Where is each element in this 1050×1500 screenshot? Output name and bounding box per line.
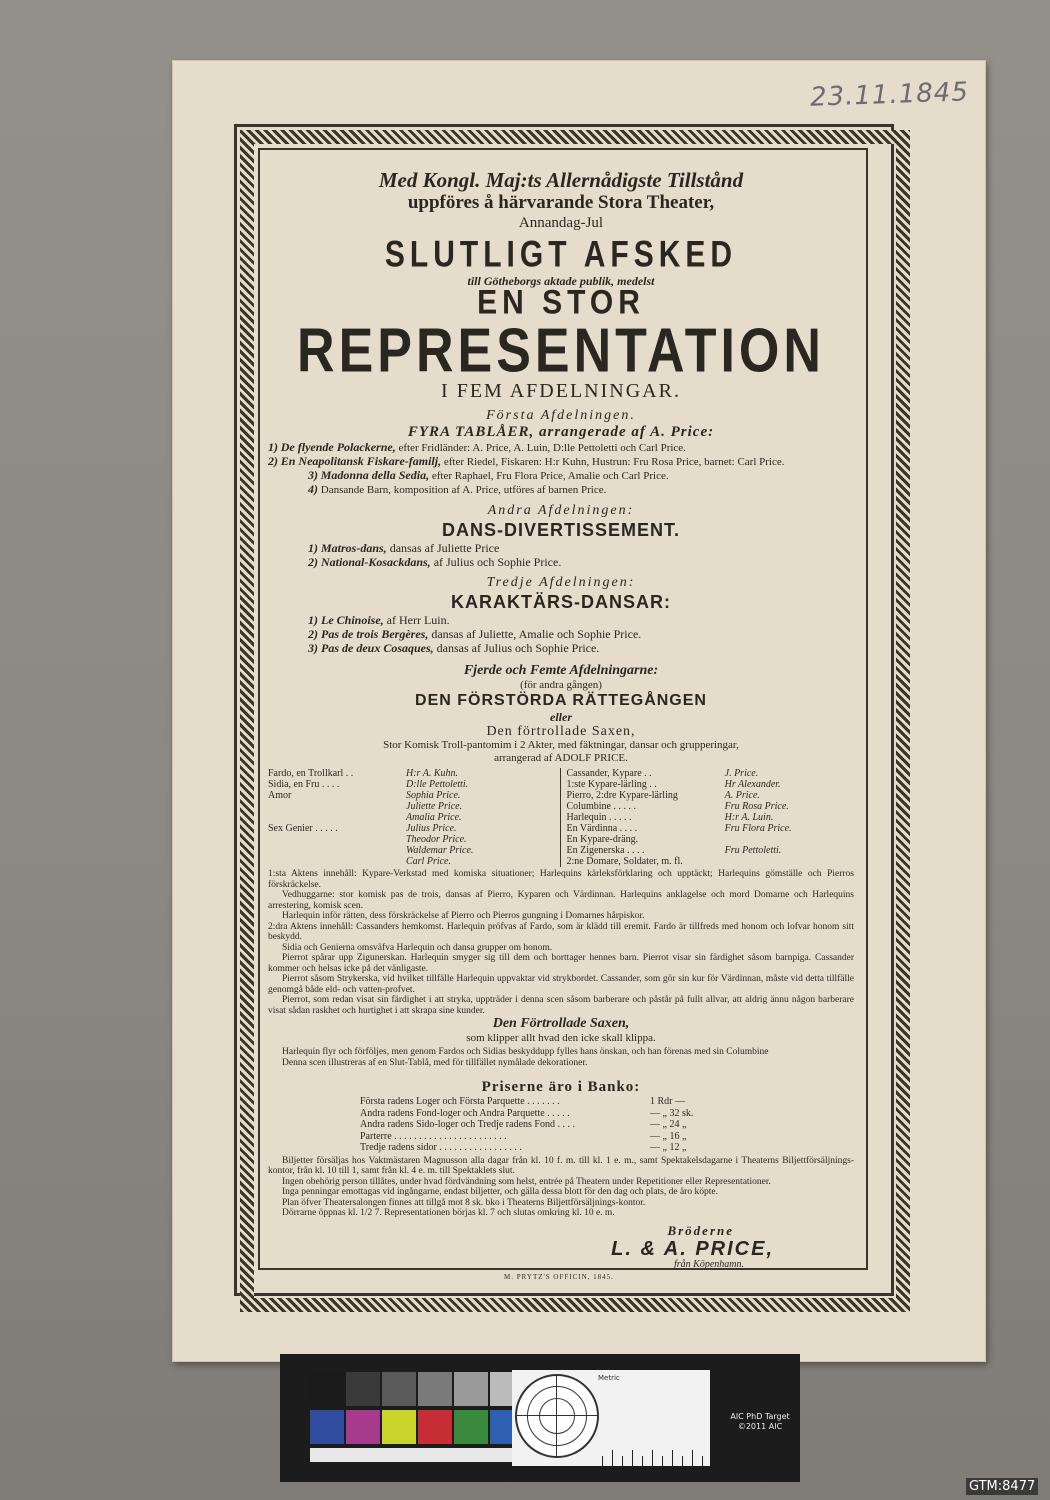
part2-title: DANS-DIVERTISSEMENT. [441,520,681,540]
part1-item: 2) En Neapolitansk Fiskare-familj, efter Riedel, Fiskaren: H:r Kuhn, Hustrun: Fru Rosa Price, barnet: Carl Price. [268,454,785,468]
swatch [310,1448,512,1462]
title-slutligt-afsked: SLUTLIGT AFSKED [384,233,738,275]
part1-item: 3) Madonna della Sedia, efter Raphael, Fru Flora Price, Amalie och Carl Price. [308,468,669,482]
synopsis-paragraph: Pierrot, som redan visat sin färdighet i att stryka, uppträder i denna scen såsom barberare och påstår på fullt allvar, att aldrig ännu någon barberare visat sådan raskhet och hurtighet i att skrapa sine kunder. [268,995,854,1016]
part45-note: (för andra gången) [520,679,602,691]
prices-heading: Priserne äro i Banko: [481,1079,641,1095]
cast-row: Theodor Price. [406,834,467,845]
swatch [346,1372,380,1406]
part45-title: DEN FÖRSTÖRDA RÄTTEGÅNGEN [415,692,707,709]
price-list [360,1096,700,1154]
handwritten-date: 23.11.1845 [809,77,970,113]
swatch [418,1372,452,1406]
cast-row: Fardo, en Trollkarl . . H:r A. Kuhn. [268,768,459,779]
cast-row: En Kypare-dräng. [566,834,639,845]
cast-row: Amor Sophia Price. [268,790,461,801]
part1-item: 4) Dansande Barn, komposition af A. Price, utföres af barnen Price. [308,482,607,496]
swatch [490,1372,512,1406]
synopsis-paragraph: Pierrot såsom Strykerska, vid hvilket tillfälle Harlequin uppvaktar vid strykbordet. Cassander, som gör sin kur för Värdinnan, måste vid detta tillfälle genomgå både eld- och vatten-profvet. [268,974,854,995]
synopsis-paragraph: Pierrot spårar upp Zigunerskan. Harlequin smyger sig till dem och borttager hennes barn. Pierrot visar sin färdighet såsom barnpiga. Cassander kommer och helsas icke på det vänligaste. [268,953,854,974]
cast-row: Columbine . . . . . Fru Rosa Price. [566,801,789,812]
metric-label: Metric [598,1374,620,1382]
cast-row: 2:ne Domare, Soldater, m. fl. [566,856,683,867]
royal-permission-line: Med Kongl. Maj:ts Allernådigste Tillstånd [378,168,744,192]
cast-row: En Zigenerska . . . . Fru Pettoletti. [566,845,782,856]
title-representation: REPRESENTATION [297,316,825,386]
part45-heading: Fjerde och Femte Afdelningarne: [463,663,659,678]
target-circle [515,1374,599,1458]
from-copenhagen: från Köpenhamn. [674,1258,744,1270]
cast-row: Juliette Price. [406,801,463,812]
ending-paragraph: Harlequin flyr och förföljes, men genom Fardos och Sidias beskyddupp fylles hans önskan, och han förenas med sin Columbine [282,1047,769,1057]
part2-item: 2) National-Kosackdans, af Julius och Sophie Price. [308,555,562,569]
swatch [454,1372,488,1406]
cast-row: 1:ste Kypare-lärling . . Hr Alexander. [566,779,781,790]
part3-heading: Tredje Afdelningen: [486,575,636,590]
ending [268,1047,854,1068]
footer-paragraph: Dörrarne öppnas kl. 1/2 7. Representationen börjas kl. 7 och slutas omkring kl. 10 e. m. [282,1208,615,1218]
synopsis [268,869,854,1016]
cast-row: Pierro, 2:dre Kypare-lärling A. Price. [566,790,760,801]
part1-subheading: FYRA TABLÅER, arrangerade af A. Price: [407,424,715,440]
part3-title: KARAKTÄRS-DANSAR: [451,592,671,612]
synopsis-paragraph: Sidia och Genierna omsväfva Harlequin och dansa grupper om honom. [282,942,553,953]
swatch [454,1410,488,1444]
part45-eller: eller [550,710,572,724]
swatch [418,1410,452,1444]
synopsis-paragraph: 1:sta Aktens innehåll: Kypare-Verkstad med komiska situationer; Harlequins kärleksförklaring och upptäckt; Harlequins gömställe och Pierros förskräckelse. [268,869,854,890]
cast-list [268,768,854,867]
price-row: Tredje radens sidor . . . . . . . . . . . . . . . . . — „ 12 „ [360,1142,687,1153]
title-fem-afdelningar: I FEM AFDELNINGAR. [441,380,681,402]
cast-row: Waldemar Price. [406,845,474,856]
swatch [382,1410,416,1444]
price-row: Parterre . . . . . . . . . . . . . . . . . . . . . . . — „ 16 „ [360,1130,687,1142]
target-caption: AIC PhD Target ©2011 AIC [730,1412,790,1431]
footer-paragraph: Ingen obehörig person tillåtes, under hvad fördvändning som helst, entrée på Theatern under Repetitioner eller Representationer. [282,1176,771,1187]
cast-row: Sex Genier . . . . . Julius Price. [268,823,457,834]
footer-paragraph: Plan öfver Theatersalongen finnes att tillgå mot 8 sk. bko i Theaterns Biljettförsäljnings-kontor. [282,1197,646,1208]
part45-subtitle: Den förtrollade Saxen, [486,724,636,739]
footer-paragraph: Inga penningar emottagas vid ingångarne, endast biljetter, och gälla dessa blott för den dag och plats, de äro köpte. [282,1187,718,1197]
part1-heading: Första Afdelningen. [486,408,636,423]
cast-row: Amalia Price. [406,812,462,823]
printer-imprint: M. PRYTZ'S OFFICIN, 1845. [500,1273,618,1281]
audience-line: till Götheborgs aktade publik, medelst [467,274,655,288]
part3-item: 3) Pas de deux Cosaques, dansas af Julius och Sophie Price. [308,641,600,655]
synopsis-paragraph: Vedhuggarne: stor komisk pas de trois, dansas af Pierro, Kyparen och Värdinnan. Harlequins anklagelse och mord Domarne och Harlequins arrestering, komisk scen. [268,890,854,911]
cast-row: Sidia, en Fru . . . . D:lle Pettoletti. [268,779,469,790]
part3-item: 1) Le Chinoise, af Herr Luin. [308,613,450,627]
part2-heading: Andra Afdelningen: [487,503,635,518]
price-row: Andra radens Fond-loger och Andra Parquette . . . . . — „ 32 sk. [360,1107,694,1119]
saxen-title: Den Förtrollade Saxen, [492,1016,630,1031]
saxen-subtitle: som klipper allt hvad den icke skall klippa. [466,1032,656,1044]
price-row: Första radens Loger och Första Parquette . . . . . . . 1 Rdr — [360,1096,685,1107]
swatch [490,1410,512,1444]
synopsis-paragraph: 2:dra Aktens innehåll: Cassanders hemkomst. Harlequin pröfvas af Fardo, som är klädd till eremit. Fardo är tillfreds med honom och lofvar honom sitt beskydd. [268,921,854,942]
part45-desc: Stor Komisk Troll-pantomim i 2 Akter, med fäktningar, dansar och grupperingar, [383,739,739,751]
ending-paragraph: Denna scen illustreras af en Slut-Tablå, med för tillfället nymålade dekorationer. [282,1057,588,1068]
cast-row: Cassander, Kypare . . J. Price. [566,768,759,779]
theater-line: uppföres å härvarande Stora Theater, [407,192,715,213]
part1-item: 1) De flyende Polackerne, efter Fridländer: A. Price, A. Luin, D:lle Pettoletti och Carl Price. [268,440,686,454]
title-en-stor: EN STOR [477,283,645,322]
cast-right [561,768,855,867]
footer-notes [268,1156,854,1219]
broderne: Bröderne [667,1222,734,1238]
cast-row: Carl Price. [406,856,451,867]
swatch [310,1410,344,1444]
cast-row: Harlequin . . . . . H:r A. Luin. [566,812,774,823]
swatch [310,1372,344,1406]
price-brothers-brand: L. & A. PRICE, [611,1237,774,1260]
part2-item: 1) Matros-dans, dansas af Juliette Price [308,541,500,555]
swatch [382,1372,416,1406]
color-calibration-target [280,1354,800,1482]
cast-left [268,768,561,867]
swatch [346,1410,380,1444]
footer-paragraph: Biljetter försäljas hos Vaktmästaren Magnusson alla dagar från kl. 10 f. m. till kl. 1 e. m., samt Spektakelsdagarne i Theaterns Biljettförsäljnings-kontor, från kl. 10 till 1, samt från kl. 4 e. m. till Spektaklets slut. [268,1155,854,1176]
price-row: Andra radens Sido-loger och Tredje radens Fond . . . . — „ 24 „ [360,1119,687,1130]
cast-row: En Värdinna . . . . Fru Flora Price. [566,823,792,834]
part3-item: 2) Pas de trois Bergères, dansas af Juliette, Amalie och Sophie Price. [308,627,642,641]
date-line: Annandag-Jul [518,215,604,231]
synopsis-paragraph: Harlequin inför rätten, dess förskräckelse af Pierro och Pierros gungning i Domarnes hårpiskor. [282,911,645,921]
catalog-id: GTM:8477 [966,1478,1038,1495]
poster-content [268,160,854,1270]
part45-arranged: arrangerad af ADOLF PRICE. [494,752,628,764]
